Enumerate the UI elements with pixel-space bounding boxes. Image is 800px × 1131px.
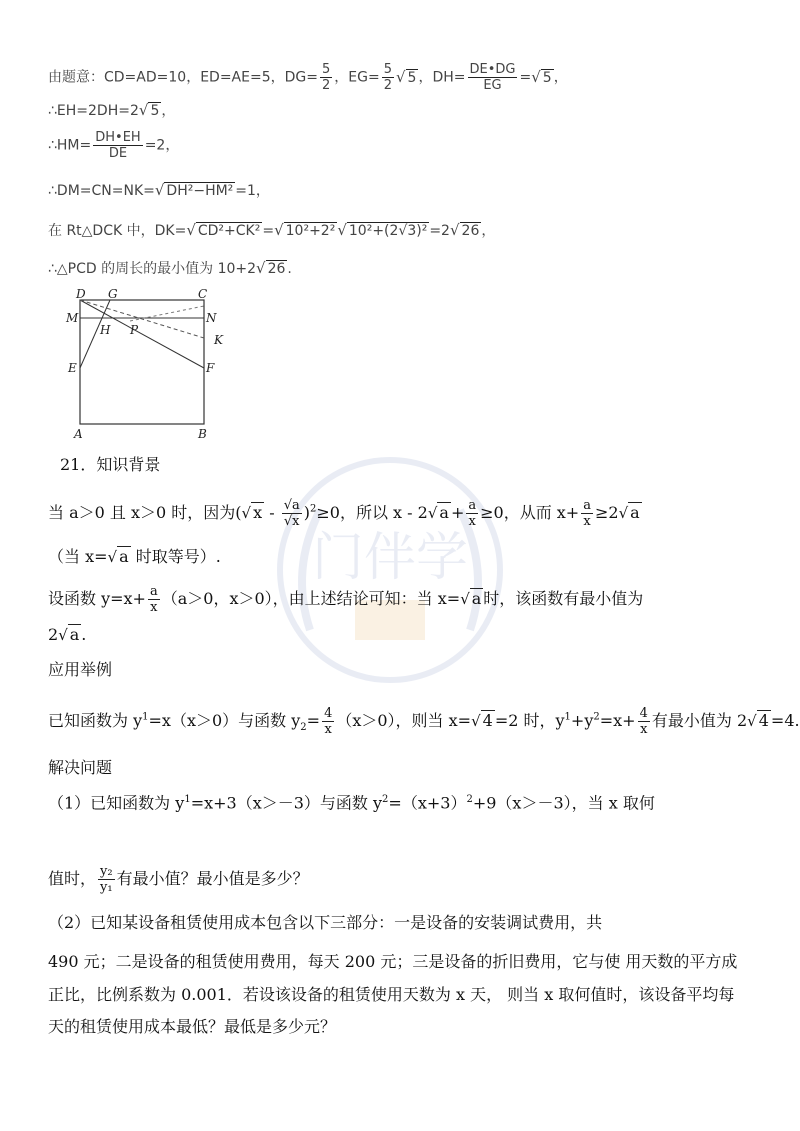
sqrt: √ 5 bbox=[396, 67, 418, 88]
sqrt: √ 5 bbox=[139, 100, 161, 121]
sqrt: √ x bbox=[242, 503, 265, 523]
fraction: $\frac{√a}{√x}$ bbox=[283, 498, 300, 529]
geometry-diagram bbox=[60, 288, 250, 448]
sqrt: √ 26 bbox=[450, 220, 481, 241]
label-g: G bbox=[108, 288, 118, 301]
solution-line-4: ∴DM=CN=NK=√ DH²−HM² =1， bbox=[48, 180, 270, 201]
fraction: $\frac{5}{2}$ bbox=[383, 62, 392, 93]
label-h: H bbox=[100, 323, 111, 337]
fraction: $\frac{\text{y₂}}{\text{y₁}}$ bbox=[100, 864, 113, 895]
label-k: K bbox=[214, 333, 223, 347]
sqrt: √ 4 bbox=[471, 711, 495, 731]
sqrt: √ 10²+(2√3)² bbox=[337, 220, 429, 241]
label-c: C bbox=[198, 288, 208, 301]
text: ，EG= bbox=[334, 69, 380, 86]
solution-line-5: 在 Rt△DCK 中，DK=√ CD²+CK² =√ 10²+2²√ 10²+(2√3)² =2√ 26 ， bbox=[48, 220, 495, 241]
sqrt: √ a bbox=[108, 547, 131, 567]
q21-title: 21．知识背景 bbox=[60, 455, 161, 474]
label-d: D bbox=[76, 288, 86, 301]
sqrt: √ 5 bbox=[531, 67, 553, 88]
solution-line-6: ∴△PCD 的周长的最小值为 10+2√ 26 . bbox=[48, 258, 292, 279]
fraction: $\frac{4}{x}$ bbox=[324, 706, 333, 737]
text: 由题意：CD=AD=10，ED=AE=5，DG= bbox=[48, 69, 318, 86]
sqrt: √ a bbox=[460, 589, 483, 609]
application-title: 应用举例 bbox=[48, 660, 113, 679]
sqrt: √ a bbox=[58, 625, 81, 645]
question-1-line-2: 值时， $\frac{\text{y₂}}{\text{y₁}}$ 有最小值？最小值是多少？ bbox=[48, 864, 309, 895]
sqrt: √ DH²−HM² bbox=[155, 180, 235, 201]
question-2-line-3: 正比，比例系数为 0.001．若设该设备的租赁使用天数为 x 天， 则当 x 取何值时，该设备平均每 bbox=[48, 985, 735, 1004]
fraction: $\frac{a}{x}$ bbox=[468, 498, 477, 529]
label-b: B bbox=[198, 427, 207, 441]
svg-text:门伴学: 门伴学 bbox=[311, 528, 469, 588]
fraction: $\frac{5}{2}$ bbox=[321, 62, 331, 93]
sqrt: √ a bbox=[619, 503, 642, 523]
q21-para-2: （当 x=√ a 时取等号）. bbox=[48, 547, 221, 567]
solution-line-2: ∴EH=2DH=2√ 5 ， bbox=[48, 100, 175, 121]
label-a: A bbox=[74, 427, 83, 441]
solution-line-3: ∴HM= $\frac{DH•EH}{DE}$ =2， bbox=[48, 130, 180, 161]
text: ，DH= bbox=[418, 69, 466, 86]
sqrt: √ CD²+CK² bbox=[186, 220, 262, 241]
question-1-line-1: （1）已知函数为 $y^1=x+3(x>-3)$与函数 $y^2=(x+3)^2+9(x>-3)$，当 x 取何 bbox=[48, 793, 655, 813]
fraction: $\frac{DH•EH}{DE}$ bbox=[95, 130, 141, 161]
label-n: N bbox=[206, 311, 217, 325]
sqrt: √ 10²+2² bbox=[274, 220, 337, 241]
label-e: E bbox=[68, 361, 77, 375]
solve-title: 解决问题 bbox=[48, 758, 113, 777]
sqrt: √ 4 bbox=[747, 711, 771, 731]
application-example: 已知函数为 $y^1=x(x>0)$与函数 $y_2=$ $\frac{4}{x}$ （x＞0），则当 x=√ 4 =2 时，$y^1+y^2=x+$ $\frac{4}{x}$ 有最小值为 2√ 4 =4. bbox=[48, 706, 800, 738]
question-2-line-4: 天的租赁使用成本最低？最低是多少元？ bbox=[48, 1017, 337, 1036]
label-p: P bbox=[130, 323, 139, 337]
fraction: $\frac{a}{x}$ bbox=[149, 584, 158, 615]
question-2-line-2: 490 元；二是设备的租赁使用费用，每天 200 元；三是设备的折旧费用，它与使 用天数的平方成 bbox=[48, 952, 738, 971]
fraction: $\frac{4}{x}$ bbox=[639, 706, 648, 737]
fraction: $\frac{DE•DG}{EG}$ bbox=[469, 62, 516, 93]
q21-para-1: 当 a＞0 且 x＞0 时，因为(√ x - $\frac{√a}{√x}$ )$^2$≥0，所以 x - 2√ a + $\frac{a}{x}$ ≥0，从而 x+ $\frac{a}{x}$ ≥2√ a bbox=[48, 498, 642, 529]
sqrt: √ 26 bbox=[256, 258, 287, 279]
solution-line-1: 由题意：CD=AD=10，ED=AE=5，DG= $\frac{5}{2}$ ，EG= $\frac{5}{2}$ √ 5 ，DH= $\frac{DE•DG}{EG}$ =√ 5 ， bbox=[48, 62, 568, 93]
question-2-line-1: （2）已知某设备租赁使用成本包含以下三部分：一是设备的安装调试费用，共 bbox=[48, 913, 603, 932]
q21-para-4: 2√ a . bbox=[48, 625, 86, 645]
q21-para-3: 设函数 y=x+ $\frac{a}{x}$ （a＞0，x＞0），由上述结论可知：当 x=√ a 时，该函数有最小值为 bbox=[48, 584, 643, 615]
fraction: $\frac{a}{x}$ bbox=[583, 498, 591, 529]
sqrt: √ a bbox=[428, 503, 451, 523]
watermark-logo bbox=[270, 450, 510, 690]
label-f: F bbox=[206, 361, 215, 375]
label-m: M bbox=[66, 311, 79, 325]
